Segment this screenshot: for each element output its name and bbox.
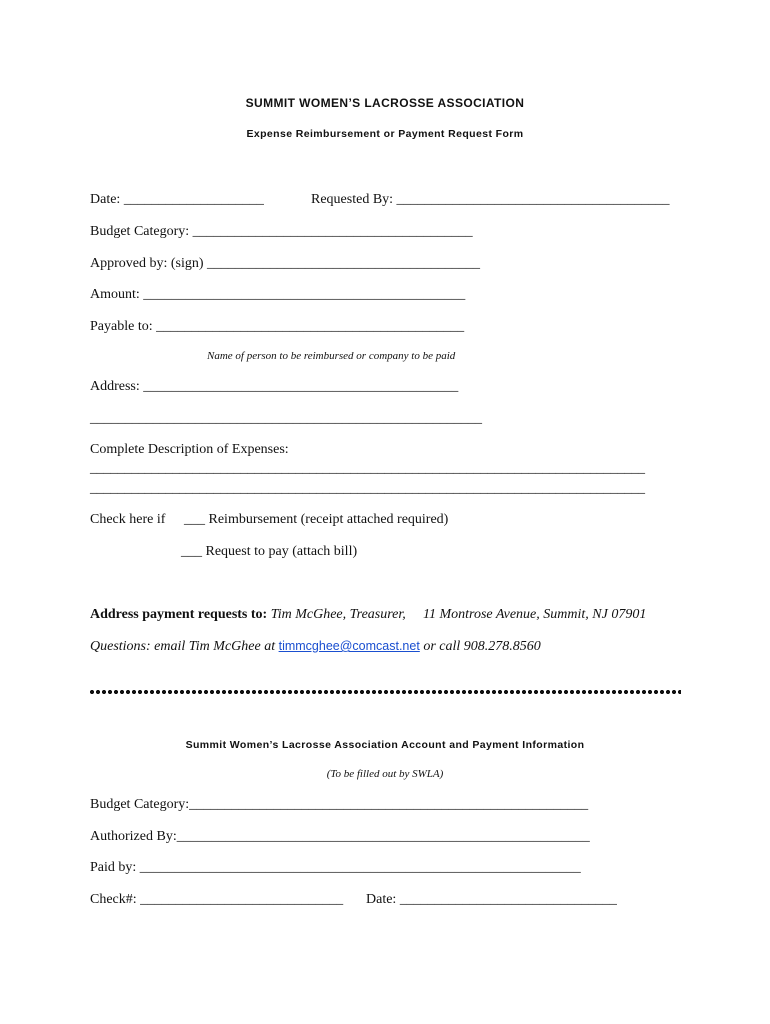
- requested-by-field[interactable]: Requested By: _______________________________________: [311, 192, 670, 207]
- swla-date-field[interactable]: Date: _______________________________: [366, 892, 617, 907]
- questions-line: [90, 639, 541, 655]
- swla-paid-by-field[interactable]: Paid by: _______________________________________________________________: [90, 860, 581, 875]
- payment-address-label: Address payment requests to:: [90, 607, 268, 622]
- form-subtitle: Expense Reimbursement or Payment Request Form: [246, 128, 524, 140]
- swla-authorized-by-field[interactable]: Authorized By:___________________________________________________________: [90, 829, 590, 844]
- swla-section-title: Summit Women’s Lacrosse Association Account and Payment Information: [185, 739, 585, 751]
- payable-to-field[interactable]: Payable to: ____________________________________________: [90, 319, 465, 334]
- swla-budget-category-field[interactable]: Budget Category:_________________________________________________________: [90, 797, 589, 812]
- date-field[interactable]: Date: ____________________: [90, 192, 264, 207]
- request-to-pay-checkbox[interactable]: ___ Request to pay (attach bill): [181, 544, 358, 559]
- budget-category-field[interactable]: Budget Category: ________________________________________: [90, 224, 473, 239]
- amount-field[interactable]: Amount: ______________________________________________: [90, 287, 466, 302]
- address-line2-field[interactable]: ________________________________________________________: [90, 411, 482, 426]
- description-label: Complete Description of Expenses:: [90, 442, 289, 457]
- treasurer-name: Tim McGhee, Treasurer,: [270, 607, 406, 622]
- payable-to-note: Name of person to be reimbursed or company to be paid: [207, 350, 456, 362]
- questions-prefix: Questions: email Tim McGhee at: [90, 639, 276, 654]
- payment-address-line: [90, 607, 406, 623]
- reimbursement-checkbox[interactable]: ___ Reimbursement (receipt attached required): [184, 512, 449, 527]
- email-link[interactable]: timmcghee@comcast.net: [278, 639, 420, 653]
- swla-check-number-field[interactable]: Check#: _____________________________: [90, 892, 344, 907]
- description-line-1[interactable]: _________________________________________________________________________________: [90, 461, 645, 476]
- dotted-separator: [89, 689, 681, 695]
- swla-section-note: (To be filled out by SWLA): [326, 768, 444, 780]
- treasurer-address: 11 Montrose Avenue, Summit, NJ 07901: [423, 607, 647, 622]
- check-here-label: Check here if: [90, 512, 166, 527]
- approved-by-field[interactable]: Approved by: (sign) _______________________________________: [90, 256, 481, 271]
- questions-suffix: or call 908.278.8560: [423, 639, 541, 654]
- description-line-2[interactable]: _________________________________________________________________________________: [90, 481, 645, 496]
- address-field[interactable]: Address: _____________________________________________: [90, 379, 459, 394]
- form-title: SUMMIT WOMEN’S LACROSSE ASSOCIATION: [245, 96, 525, 110]
